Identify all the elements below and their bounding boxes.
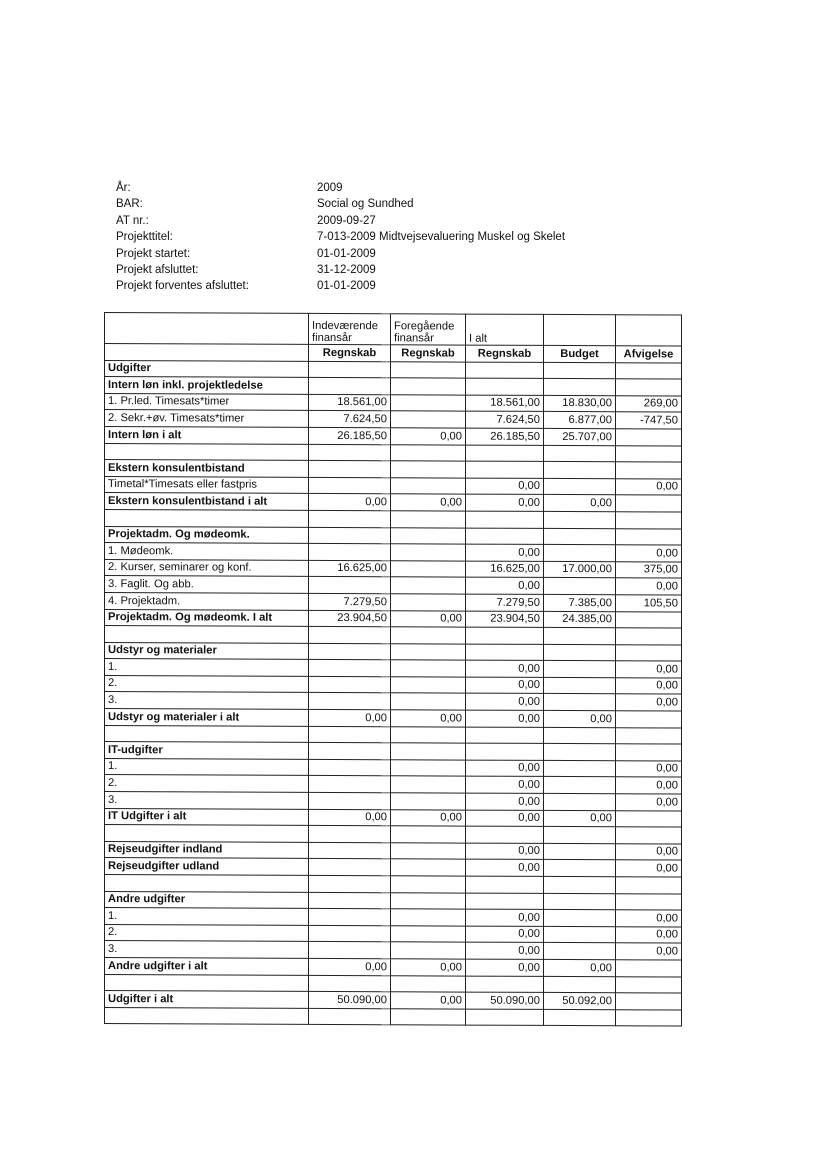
value-cell xyxy=(391,627,466,644)
value-cell xyxy=(309,925,391,942)
value-cell xyxy=(616,893,682,910)
table-row xyxy=(105,377,682,396)
info-value: 7-013-2009 Midtvejsevaluering Muskel og Skelet xyxy=(317,231,566,244)
row-label: Ekstern konsulentbistand xyxy=(105,460,309,477)
value-cell: 0,00 xyxy=(466,478,544,495)
header-cell: Indeværende finansår xyxy=(309,313,391,344)
value-cell xyxy=(544,511,616,528)
value-cell: 6.877,00 xyxy=(544,412,616,429)
value-cell: 0,00 xyxy=(616,927,682,944)
info-row xyxy=(116,213,565,229)
value-cell: 18.830,00 xyxy=(544,395,616,412)
row-label: 3. xyxy=(105,692,309,709)
table-row xyxy=(105,609,682,628)
value-cell: 0,00 xyxy=(616,694,682,711)
value-cell xyxy=(391,892,466,909)
value-cell xyxy=(466,378,544,395)
value-cell: 0,00 xyxy=(466,677,544,694)
budget-table-wrapper xyxy=(104,312,682,1027)
table-row xyxy=(105,841,682,860)
info-row xyxy=(116,180,565,196)
row-label xyxy=(105,974,309,991)
value-cell: 0,00 xyxy=(466,810,544,827)
row-label xyxy=(105,725,309,742)
value-cell xyxy=(309,743,391,760)
value-cell xyxy=(466,511,544,528)
value-cell xyxy=(309,361,391,378)
value-cell: 0,00 xyxy=(391,710,466,727)
value-cell: 0,00 xyxy=(391,428,466,445)
info-row xyxy=(116,229,565,245)
value-cell: 105,50 xyxy=(616,595,682,612)
value-cell xyxy=(309,643,391,660)
value-cell: 24.385,00 xyxy=(544,611,616,628)
value-cell: 0,00 xyxy=(466,494,544,511)
project-info xyxy=(116,180,565,295)
row-label: 2. xyxy=(105,675,309,692)
value-cell xyxy=(309,626,391,643)
value-cell: 375,00 xyxy=(616,561,682,578)
header-cell: Foregående finansår xyxy=(391,314,466,345)
value-cell xyxy=(309,510,391,527)
row-label xyxy=(105,626,309,643)
value-cell xyxy=(544,694,616,711)
value-cell: 0,00 xyxy=(466,793,544,810)
row-label: IT Udgifter i alt xyxy=(105,808,309,825)
table-row xyxy=(105,858,682,877)
value-cell xyxy=(309,1008,391,1025)
value-cell xyxy=(466,461,544,478)
row-label: 2. xyxy=(105,924,309,941)
row-label: IT-udgifter xyxy=(105,742,309,759)
row-label: Andre udgifter i alt xyxy=(105,957,309,974)
value-cell xyxy=(309,660,391,677)
value-cell xyxy=(616,528,682,545)
value-cell xyxy=(466,1009,544,1026)
value-cell xyxy=(544,379,616,396)
value-cell xyxy=(544,677,616,694)
table-row xyxy=(105,709,682,728)
value-cell xyxy=(391,478,466,495)
table-row xyxy=(105,393,682,412)
header-cell xyxy=(105,313,309,345)
value-cell xyxy=(616,644,682,661)
value-cell: 0,00 xyxy=(466,926,544,943)
row-label: Rejseudgifter udland xyxy=(105,858,309,875)
row-label xyxy=(105,443,309,460)
value-cell xyxy=(309,676,391,693)
value-cell xyxy=(466,627,544,644)
value-cell xyxy=(309,842,391,859)
value-cell: 0,00 xyxy=(544,710,616,727)
value-cell: 16.625,00 xyxy=(309,560,391,577)
value-cell xyxy=(391,511,466,528)
column-header xyxy=(105,344,309,361)
value-cell xyxy=(616,1009,682,1026)
budget-table xyxy=(104,312,682,1027)
value-cell xyxy=(544,943,616,960)
value-cell xyxy=(391,544,466,561)
value-cell: 50.090,00 xyxy=(466,992,544,1009)
info-row xyxy=(116,196,565,212)
row-label: 3. Faglit. Og abb. xyxy=(105,576,309,593)
value-cell: 0,00 xyxy=(616,578,682,595)
table-row xyxy=(105,476,682,495)
value-cell xyxy=(544,661,616,678)
value-cell xyxy=(544,644,616,661)
column-header: Afvigelse xyxy=(616,346,682,363)
column-header: Regnskab xyxy=(466,345,544,362)
row-label: Ekstern konsulentbistand i alt xyxy=(105,493,309,510)
row-label: Andre udgifter xyxy=(105,891,309,908)
row-label: 1. xyxy=(105,908,309,925)
value-cell: 25.707,00 xyxy=(544,428,616,445)
table-row xyxy=(105,493,682,512)
row-label: 1. Pr.led. Timesats*timer xyxy=(105,393,309,410)
value-cell xyxy=(391,411,466,428)
value-cell xyxy=(309,909,391,926)
value-cell xyxy=(391,693,466,710)
value-cell xyxy=(544,910,616,927)
value-cell xyxy=(616,827,682,844)
info-row xyxy=(116,246,565,262)
value-cell xyxy=(391,395,466,412)
value-cell xyxy=(391,743,466,760)
value-cell xyxy=(544,628,616,645)
info-label: År: xyxy=(116,182,131,194)
value-cell xyxy=(309,444,391,461)
value-cell: 0,00 xyxy=(466,959,544,976)
value-cell: 0,00 xyxy=(466,660,544,677)
value-cell xyxy=(391,527,466,544)
info-row xyxy=(116,262,565,278)
value-cell xyxy=(544,876,616,893)
value-cell xyxy=(391,444,466,461)
value-cell xyxy=(391,793,466,810)
value-cell xyxy=(391,760,466,777)
value-cell xyxy=(391,975,466,992)
info-value: 31-12-2009 xyxy=(317,263,376,276)
row-label: 2. Kurser, seminarer og konf. xyxy=(105,559,309,576)
value-cell xyxy=(309,726,391,743)
value-cell: 0,00 xyxy=(391,992,466,1009)
value-cell xyxy=(391,876,466,893)
value-cell xyxy=(616,611,682,628)
value-cell xyxy=(466,644,544,661)
value-cell: 18.561,00 xyxy=(466,395,544,412)
value-cell xyxy=(391,643,466,660)
value-cell xyxy=(616,744,682,761)
value-cell: 0,00 xyxy=(309,958,391,975)
value-cell xyxy=(544,578,616,595)
value-cell xyxy=(309,875,391,892)
value-cell xyxy=(391,660,466,677)
value-cell: 0,00 xyxy=(391,809,466,826)
value-cell xyxy=(309,942,391,959)
value-cell xyxy=(466,528,544,545)
value-cell: 0,00 xyxy=(616,761,682,778)
value-cell xyxy=(544,843,616,860)
value-cell xyxy=(544,744,616,761)
info-label: Projekt forventes afsluttet: xyxy=(116,280,249,293)
row-label: Udstyr og materialer i alt xyxy=(105,709,309,726)
row-label: 4. Projektadm. xyxy=(105,592,309,609)
value-cell xyxy=(391,594,466,611)
value-cell xyxy=(466,893,544,910)
value-cell xyxy=(391,361,466,378)
value-cell: 0,00 xyxy=(466,859,544,876)
table-row xyxy=(105,1007,682,1026)
value-cell xyxy=(544,478,616,495)
info-label: AT nr.: xyxy=(116,214,149,227)
value-cell: 269,00 xyxy=(616,396,682,413)
value-cell xyxy=(544,462,616,479)
value-cell xyxy=(616,379,682,396)
column-header: Regnskab xyxy=(391,345,466,362)
value-cell: 0,00 xyxy=(616,943,682,960)
value-cell xyxy=(616,810,682,827)
info-label: Projekt startet: xyxy=(116,247,191,260)
value-cell: 0,00 xyxy=(309,809,391,826)
table-row xyxy=(105,526,682,545)
value-cell xyxy=(616,727,682,744)
info-value: 2009 xyxy=(317,182,343,194)
header-cell xyxy=(616,315,682,346)
value-cell xyxy=(309,776,391,793)
table-row xyxy=(105,957,682,976)
value-cell: 18.561,00 xyxy=(309,394,391,411)
value-cell xyxy=(544,777,616,794)
value-cell xyxy=(309,792,391,809)
value-cell: 50.092,00 xyxy=(544,993,616,1010)
value-cell xyxy=(544,528,616,545)
value-cell xyxy=(391,378,466,395)
value-cell xyxy=(466,727,544,744)
value-cell xyxy=(544,1009,616,1026)
value-cell: 7.279,50 xyxy=(466,594,544,611)
value-cell: 50.090,00 xyxy=(309,992,391,1009)
column-header: Regnskab xyxy=(309,344,391,361)
value-cell xyxy=(466,445,544,462)
value-cell: 0,00 xyxy=(544,959,616,976)
value-cell xyxy=(391,461,466,478)
value-cell xyxy=(466,743,544,760)
value-cell xyxy=(309,892,391,909)
value-cell: 0,00 xyxy=(616,661,682,678)
value-cell xyxy=(544,727,616,744)
value-cell xyxy=(616,976,682,993)
value-cell: 16.625,00 xyxy=(466,561,544,578)
value-cell xyxy=(616,429,682,446)
value-cell xyxy=(616,362,682,379)
value-cell xyxy=(466,976,544,993)
value-cell: 26.185,50 xyxy=(466,428,544,445)
value-cell: 0,00 xyxy=(544,495,616,512)
value-cell xyxy=(391,560,466,577)
value-cell xyxy=(309,477,391,494)
header-row-top xyxy=(105,313,682,347)
header-cell: I alt xyxy=(466,314,544,345)
info-label: Projekt afsluttet: xyxy=(116,263,199,276)
value-cell xyxy=(391,859,466,876)
header-cell xyxy=(544,314,616,345)
value-cell: 0,00 xyxy=(616,860,682,877)
value-cell: 23.904,50 xyxy=(309,610,391,627)
value-cell xyxy=(544,827,616,844)
value-cell xyxy=(391,942,466,959)
row-label: Projektadm. Og mødeomk. I alt xyxy=(105,609,309,626)
value-cell: 7.279,50 xyxy=(309,593,391,610)
value-cell xyxy=(309,826,391,843)
row-label: Intern løn i alt xyxy=(105,426,309,443)
value-cell: 7.385,00 xyxy=(544,594,616,611)
value-cell xyxy=(544,860,616,877)
value-cell xyxy=(616,462,682,479)
value-cell xyxy=(466,826,544,843)
column-header: Budget xyxy=(544,345,616,362)
value-cell xyxy=(391,843,466,860)
row-label: 1. Mødeomk. xyxy=(105,543,309,560)
value-cell xyxy=(616,495,682,512)
value-cell xyxy=(544,362,616,379)
value-cell: 0,00 xyxy=(616,910,682,927)
row-label: Timetal*Timesats eller fastpris xyxy=(105,476,309,493)
value-cell: 0,00 xyxy=(466,760,544,777)
table-row xyxy=(105,642,682,661)
value-cell xyxy=(391,926,466,943)
row-label: 2. Sekr.+øv. Timesats*timer xyxy=(105,410,309,427)
value-cell xyxy=(616,711,682,728)
row-label xyxy=(105,875,309,892)
table-row xyxy=(105,576,682,595)
value-cell: 7.624,50 xyxy=(466,411,544,428)
value-cell: 0,00 xyxy=(616,478,682,495)
value-cell: 0,00 xyxy=(466,909,544,926)
value-cell xyxy=(391,1009,466,1026)
value-cell: 0,00 xyxy=(466,577,544,594)
info-row xyxy=(116,278,565,294)
value-cell xyxy=(544,545,616,562)
value-cell: 23.904,50 xyxy=(466,611,544,628)
value-cell xyxy=(544,760,616,777)
value-cell xyxy=(309,577,391,594)
value-cell xyxy=(544,926,616,943)
row-label: Projektadm. Og mødeomk. xyxy=(105,526,309,543)
value-cell xyxy=(544,445,616,462)
table-row xyxy=(105,410,682,429)
row-label: 1. xyxy=(105,758,309,775)
row-label: 1. xyxy=(105,659,309,676)
row-label xyxy=(105,825,309,842)
value-cell: 0,00 xyxy=(309,494,391,511)
info-value: 01-01-2009 xyxy=(317,247,376,260)
value-cell xyxy=(616,628,682,645)
value-cell xyxy=(544,976,616,993)
value-cell: 17.000,00 xyxy=(544,561,616,578)
table-row xyxy=(105,460,682,479)
row-label: 3. xyxy=(105,792,309,809)
value-cell xyxy=(391,826,466,843)
value-cell: 26.185,50 xyxy=(309,427,391,444)
row-label: Intern løn inkl. projektledelse xyxy=(105,377,309,394)
row-label: 2. xyxy=(105,775,309,792)
value-cell: 0,00 xyxy=(466,777,544,794)
value-cell: 0,00 xyxy=(391,494,466,511)
value-cell xyxy=(466,876,544,893)
value-cell: 0,00 xyxy=(466,710,544,727)
value-cell xyxy=(309,461,391,478)
value-cell: 0,00 xyxy=(616,844,682,861)
value-cell xyxy=(309,759,391,776)
value-cell xyxy=(309,544,391,561)
value-cell xyxy=(309,859,391,876)
info-value: 01-01-2009 xyxy=(317,280,376,293)
value-cell xyxy=(616,877,682,894)
value-cell xyxy=(391,776,466,793)
value-cell: 0,00 xyxy=(466,694,544,711)
value-cell xyxy=(391,726,466,743)
value-cell xyxy=(309,975,391,992)
value-cell xyxy=(616,445,682,462)
value-cell: 0,00 xyxy=(391,610,466,627)
value-cell: 0,00 xyxy=(616,794,682,811)
value-cell xyxy=(309,693,391,710)
row-label: Udgifter i alt xyxy=(105,991,309,1008)
info-label: Projekttitel: xyxy=(116,231,173,244)
info-value: 2009-09-27 xyxy=(317,214,376,227)
value-cell: 7.624,50 xyxy=(309,411,391,428)
value-cell: 0,00 xyxy=(466,942,544,959)
value-cell: 0,00 xyxy=(309,709,391,726)
info-label: BAR: xyxy=(116,198,143,211)
value-cell xyxy=(466,362,544,379)
value-cell xyxy=(391,909,466,926)
row-label xyxy=(105,1007,309,1024)
value-cell: 0,00 xyxy=(391,959,466,976)
row-label: Udstyr og materialer xyxy=(105,642,309,659)
value-cell: 0,00 xyxy=(466,843,544,860)
info-value: Social og Sundhed xyxy=(317,198,414,211)
value-cell: -747,50 xyxy=(616,412,682,429)
row-label xyxy=(105,509,309,526)
value-cell xyxy=(391,677,466,694)
value-cell xyxy=(544,793,616,810)
row-label: Rejseudgifter indland xyxy=(105,841,309,858)
value-cell: 0,00 xyxy=(616,777,682,794)
value-cell xyxy=(309,527,391,544)
table-row xyxy=(105,559,682,578)
value-cell: 0,00 xyxy=(616,545,682,562)
value-cell xyxy=(391,577,466,594)
value-cell: 0,00 xyxy=(466,544,544,561)
value-cell xyxy=(616,512,682,529)
value-cell: 0,00 xyxy=(544,810,616,827)
row-label: Udgifter xyxy=(105,360,309,377)
value-cell xyxy=(616,960,682,977)
value-cell: 0,00 xyxy=(616,678,682,695)
value-cell xyxy=(309,378,391,395)
value-cell xyxy=(544,893,616,910)
value-cell xyxy=(616,993,682,1010)
row-label: 3. xyxy=(105,941,309,958)
